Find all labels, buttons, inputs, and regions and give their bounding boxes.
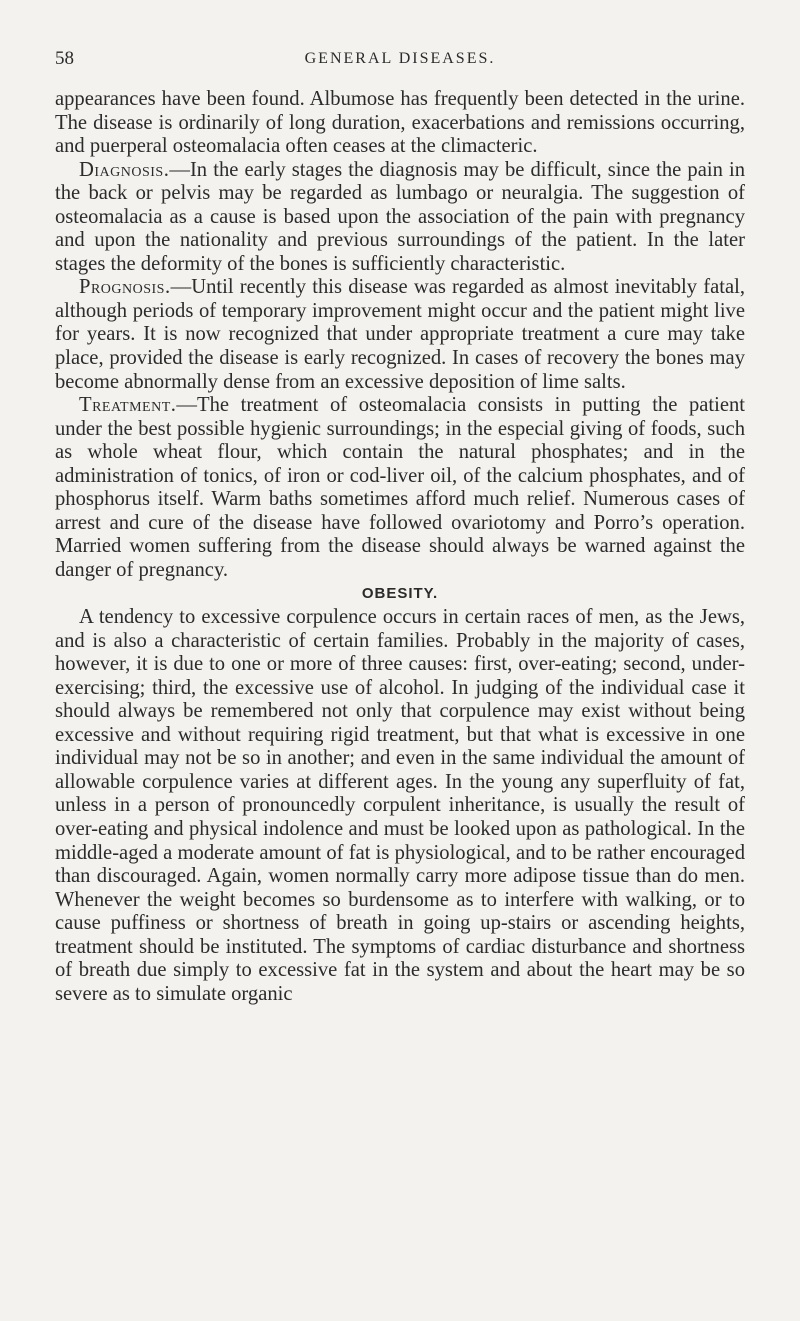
- body-text: [55, 88, 745, 1006]
- page-header: [55, 38, 745, 78]
- section-title-obesity: OBESITY.: [361, 585, 439, 603]
- treatment-heading: Treatment.: [79, 394, 177, 417]
- paragraph-prognosis: [55, 276, 745, 394]
- treatment-body: —The treatment of osteomalacia consists in putting the patient under the best possible hygienic surroundings; in the especial giving of foods, such as whole wheat flour, which contain the natural phosphates; and in the administration of tonics, of iron or cod-liver oil, of the calcium phosphates, and of phosphorus itself. Warm baths sometimes afford much relief. Numerous cases of arrest and cure of the disease have followed ovariotomy and Porro’s operation. Married women suffering from the disease should always be warned against the danger of pregnancy.: [55, 394, 745, 581]
- paragraph-obesity: A tendency to excessive corpulence occurs in certain races of men, as the Jews, and is also a characteristic of certain families. Probably in the majority of cases, however, it is due to one or more of three causes: first, over-eating; second, under-exercising; third, the excessive use of alcohol. In judging of the individual case it should always be remembered not only that corpulence may exist without being excessive and without requiring rigid treatment, but that what is excessive in one individual may not be so in another; and even in the same individual the amount of allowable corpulence varies at different ages. In the young any superfluity of fat, unless in a person of pronouncedly corpulent inheritance, is usually the result of over-eating and physical indolence and must be looked upon as pathological. In the middle-aged a moderate amount of fat is physiological, and to be rather encouraged than discouraged. Again, women normally carry more adipose tissue than do men. Whenever the weight becomes so burdensome as to interfere with walking, or to cause puffiness or shortness of breath in going up-stairs or ascending heights, treatment should be instituted. The symptoms of cardiac disturbance and shortness of breath due simply to excessive fat in the system and about the heart may be so severe as to simulate organic: [55, 606, 745, 1005]
- diagnosis-heading: Diagnosis.: [79, 158, 170, 181]
- prognosis-heading: Prognosis.: [79, 276, 171, 299]
- paragraph-continuation: appearances have been found. Albumose has frequently been detected in the urine. The disease is ordinarily of long duration, exacerbations and remissions occurring, and puerperal osteomalacia often ceases at the climacteric.: [55, 88, 745, 158]
- paragraph-treatment: [55, 394, 745, 582]
- running-head: GENERAL DISEASES.: [304, 50, 496, 67]
- page-number: 58: [55, 48, 74, 69]
- paragraph-diagnosis: [55, 159, 745, 277]
- prognosis-body: —Until recently this disease was regarded as almost inevitably fatal, although periods of temporary improvement might occur and the patient might live for years. It is now recognized that under appropriate treatment a cure may take place, provided the disease is early recognized. In cases of recovery the bones may become abnormally dense from an excessive deposition of lime salts.: [55, 276, 745, 393]
- diagnosis-body: —In the early stages the diagnosis may be difficult, since the pain in the back or pelvis may be regarded as lumbago or neuralgia. The suggestion of osteomalacia as a cause is based upon the association of the pain with pregnancy and upon the nationality and previous surroundings of the patient. In the later stages the deformity of the bones is sufficiently characteristic.: [55, 158, 745, 275]
